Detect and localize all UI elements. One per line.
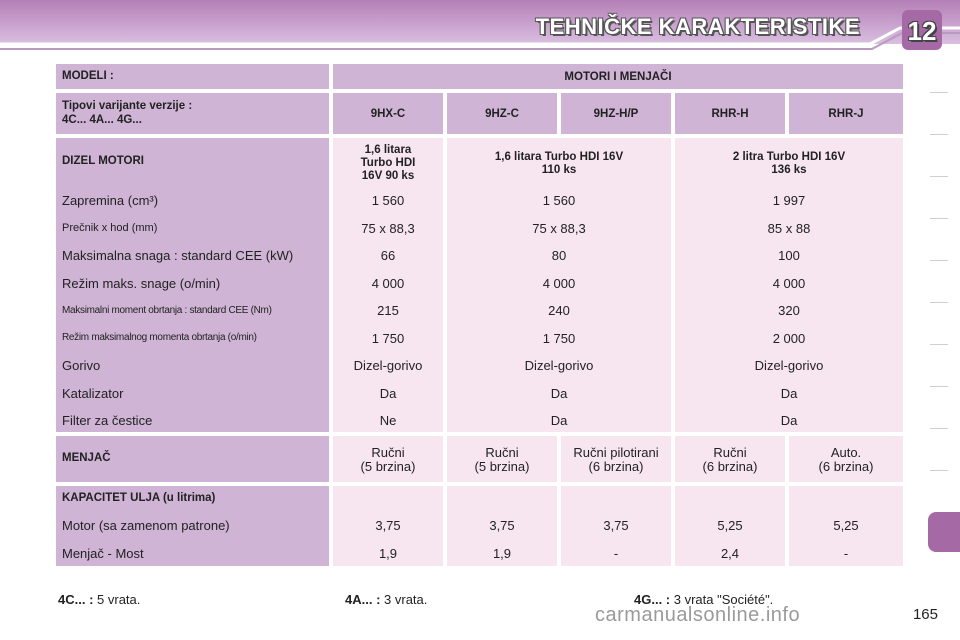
spec-label: Zapremina (cm³) <box>62 193 159 208</box>
spec-value: 75 x 88,3 <box>361 221 415 236</box>
gearbox-speeds: (6 brzina) <box>818 459 874 474</box>
spec-label: Režim maks. snage (o/min) <box>62 276 221 291</box>
footnote-text: 3 vrata "Société". <box>670 592 774 607</box>
side-tab[interactable] <box>930 302 948 303</box>
gearbox-type: Ručni <box>485 445 519 460</box>
engine-2-name: 1,6 litara Turbo HDI 16V <box>494 151 624 163</box>
variants-label-line2: 4C... 4A... 4G... <box>62 114 142 126</box>
watermark: carmanualsonline.info <box>595 604 801 626</box>
gearbox-label: MENJAČ <box>62 452 111 464</box>
models-label: MODELI : <box>62 70 114 82</box>
oil-gearbox-label: Menjač - Most <box>62 546 144 561</box>
oil-engine-value: 3,75 <box>603 518 629 533</box>
spec-value: 75 x 88,3 <box>532 221 586 236</box>
engine-2-name: 110 ks <box>541 164 577 176</box>
side-tab[interactable] <box>930 218 948 219</box>
oil-engine-value: 3,75 <box>375 518 401 533</box>
side-tab[interactable] <box>930 470 948 471</box>
engine-3-name: 2 litra Turbo HDI 16V <box>732 151 846 163</box>
gearbox-type: Ručni pilotirani <box>573 445 659 460</box>
spec-value: Dizel-gorivo <box>524 358 594 373</box>
engine-1-name: Turbo HDI <box>360 157 416 169</box>
spec-value: Dizel-gorivo <box>353 358 423 373</box>
spec-value: Da <box>780 413 798 428</box>
side-tab[interactable] <box>930 92 948 93</box>
spec-value: 215 <box>377 303 399 318</box>
gearbox-type: Auto. <box>830 445 862 460</box>
oil-engine-label: Motor (sa zamenom patrone) <box>62 518 230 533</box>
engine-1-name: 16V 90 ks <box>361 170 415 182</box>
side-tab-active[interactable] <box>928 512 960 552</box>
footnote-code: 4G... : <box>634 592 671 607</box>
side-tab[interactable] <box>930 344 948 345</box>
spec-value: 80 <box>551 248 567 263</box>
spec-value: Da <box>780 386 798 401</box>
spec-value: 2 000 <box>772 331 806 346</box>
oil-gearbox-value: - <box>613 546 619 561</box>
oil-engine-value: 5,25 <box>833 518 859 533</box>
variant-code-header: RHR-J <box>789 93 903 134</box>
spec-label: Maksimalna snaga : standard CEE (kW) <box>62 248 294 263</box>
side-tab[interactable] <box>930 428 948 429</box>
variant-code-header: 9HZ-H/P <box>561 93 671 134</box>
spec-value: 1 750 <box>371 331 405 346</box>
gearbox-speeds: (5 brzina) <box>474 459 530 474</box>
footnote-4c <box>58 592 140 607</box>
footnote-4a <box>345 592 427 607</box>
spec-value: 85 x 88 <box>767 221 811 236</box>
variant-code-header: 9HX-C <box>333 93 443 134</box>
spec-value: Da <box>379 386 397 401</box>
spec-value: Dizel-gorivo <box>754 358 824 373</box>
gearbox-speeds: (6 brzina) <box>702 459 758 474</box>
engines-header: MOTORI I MENJAČI <box>333 64 903 89</box>
spec-label: Filter za čestice <box>62 413 153 428</box>
spec-value: 240 <box>548 303 570 318</box>
chapter-number: 12 <box>907 16 937 46</box>
spec-value: 1 750 <box>542 331 576 346</box>
engine-1-name: 1,6 litara <box>364 144 412 156</box>
side-tab[interactable] <box>930 386 948 387</box>
page-number: 165 <box>912 606 938 623</box>
spec-value: Ne <box>379 413 397 428</box>
footnote-text: 3 vrata. <box>380 592 428 607</box>
engine-3-name: 136 ks <box>771 164 807 176</box>
variant-code-header: RHR-H <box>675 93 785 134</box>
side-tab[interactable] <box>930 134 948 135</box>
page-title: TEHNIČKE KARAKTERISTIKE <box>535 14 860 39</box>
oil-gearbox-value: 2,4 <box>720 546 740 561</box>
variants-label-line1: Tipovi varijante verzije : <box>62 100 193 112</box>
spec-value: 1 560 <box>371 193 405 208</box>
footnote-code: 4A... : <box>345 592 381 607</box>
spec-value: 1 997 <box>772 193 806 208</box>
oil-engine-value: 3,75 <box>489 518 515 533</box>
side-tab[interactable] <box>930 176 948 177</box>
footnote-code: 4C... : <box>58 592 94 607</box>
footnote-text: 5 vrata. <box>93 592 141 607</box>
diesel-section-title: DIZEL MOTORI <box>62 155 144 167</box>
gearbox-speeds: (5 brzina) <box>360 459 416 474</box>
spec-value: 4 000 <box>542 276 576 291</box>
spec-value: 1 560 <box>542 193 576 208</box>
oil-section-title: KAPACITET ULJA (u litrima) <box>62 492 216 504</box>
spec-value: 4 000 <box>772 276 806 291</box>
side-tab[interactable] <box>930 260 948 261</box>
spec-value: 66 <box>380 248 396 263</box>
oil-gearbox-value: 1,9 <box>378 546 398 561</box>
spec-value: 4 000 <box>371 276 405 291</box>
spec-label: Gorivo <box>62 358 101 373</box>
oil-gearbox-value: 1,9 <box>492 546 512 561</box>
spec-label: Režim maksimalnog momenta obrtanja (o/min) <box>62 332 257 343</box>
spec-value: 100 <box>778 248 800 263</box>
spec-label: Katalizator <box>62 386 124 401</box>
gearbox-type: Ručni <box>713 445 747 460</box>
oil-engine-value: 5,25 <box>717 518 743 533</box>
oil-gearbox-value: - <box>843 546 849 561</box>
spec-label: Maksimalni moment obrtanja : standard CEE (Nm) <box>62 305 272 316</box>
variant-code-header: 9HZ-C <box>447 93 557 134</box>
gearbox-speeds: (6 brzina) <box>588 459 644 474</box>
spec-value: 320 <box>778 303 800 318</box>
spec-value: Da <box>550 413 568 428</box>
spec-value: Da <box>550 386 568 401</box>
spec-label: Prečnik x hod (mm) <box>62 222 158 234</box>
gearbox-type: Ručni <box>371 445 405 460</box>
